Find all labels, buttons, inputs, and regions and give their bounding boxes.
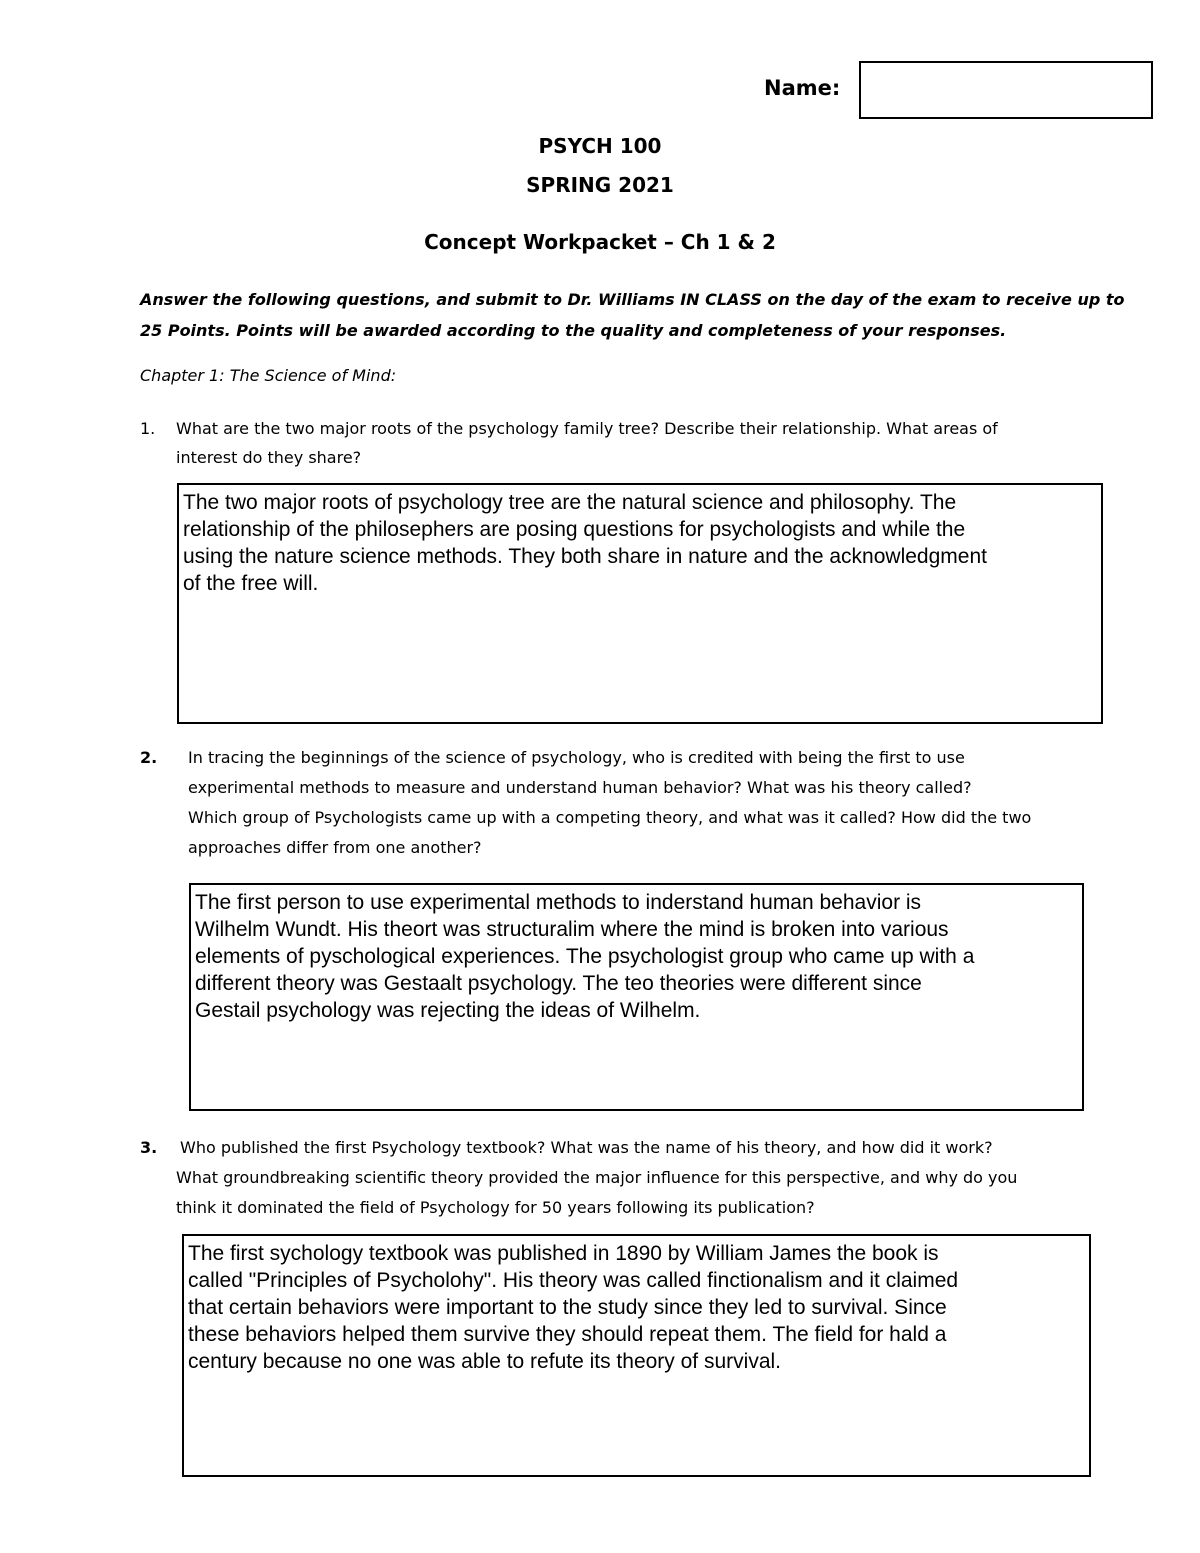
answer-3-line-3: that certain behaviors were important to the study since they led to survival. Since xyxy=(188,1296,947,1319)
answer-2-line-3: elements of pyschological experiences. The psychologist group who came up with a xyxy=(195,945,975,968)
answer-2-line-2: Wilhelm Wundt. His theort was structuralim where the mind is broken into various xyxy=(195,918,949,941)
answer-2-line-1: The first person to use experimental methods to inderstand human behavior is xyxy=(195,891,922,914)
answer-1-line-3: using the nature science methods. They both share in nature and the acknowledgment xyxy=(183,545,987,568)
question-3-line-2: What groundbreaking scientific theory provided the major influence for this perspective, and why do you xyxy=(176,1168,1018,1187)
question-1-number: 1. xyxy=(140,419,156,438)
question-3-number: 3. xyxy=(140,1138,158,1157)
answer-2-line-4: different theory was Gestaalt psychology. The teo theories were different since xyxy=(195,972,922,995)
question-2-number: 2. xyxy=(140,748,158,767)
question-2-line-4: approaches differ from one another? xyxy=(188,838,482,857)
answer-3-line-1: The first sychology textbook was published in 1890 by William James the book is xyxy=(188,1242,939,1265)
answer-2-line-5: Gestail psychology was rejecting the ideas of Wilhelm. xyxy=(195,999,701,1022)
answer-3-line-2: called "Principles of Psycholohy". His theory was called finctionalism and it claimed xyxy=(188,1269,959,1292)
answer-1-line-4: of the free will. xyxy=(183,572,319,595)
answer-box-3[interactable] xyxy=(182,1234,1091,1477)
instructions-line-1: Answer the following questions, and submit to Dr. Williams IN CLASS on the day of the exam to receive up to xyxy=(140,290,1125,309)
question-1-line-2: interest do they share? xyxy=(176,448,362,467)
answer-box-2[interactable] xyxy=(189,883,1084,1111)
name-label: Name: xyxy=(764,76,841,100)
name-input-box[interactable] xyxy=(859,61,1153,119)
document-title: Concept Workpacket – Ch 1 & 2 xyxy=(424,230,776,254)
instructions-line-2: 25 Points. Points will be awarded according to the quality and completeness of your responses. xyxy=(140,321,1007,340)
chapter-heading: Chapter 1: The Science of Mind: xyxy=(140,366,397,385)
question-2-line-2: experimental methods to measure and understand human behavior? What was his theory called? xyxy=(188,778,972,797)
course-title: PSYCH 100 xyxy=(538,134,662,158)
question-2-line-1: In tracing the beginnings of the science of psychology, who is credited with being the first to use xyxy=(188,748,965,767)
answer-1-line-1: The two major roots of psychology tree are the natural science and philosophy. The xyxy=(183,491,957,514)
question-3-line-3: think it dominated the field of Psychology for 50 years following its publication? xyxy=(176,1198,815,1217)
question-2-line-3: Which group of Psychologists came up with a competing theory, and what was it called? How did the two xyxy=(188,808,1032,827)
question-1-line-1: What are the two major roots of the psychology family tree? Describe their relationship. What areas of xyxy=(176,419,998,438)
question-3-line-1: Who published the first Psychology textbook? What was the name of his theory, and how did it work? xyxy=(180,1138,993,1157)
answer-3-line-5: century because no one was able to refute its theory of survival. xyxy=(188,1350,781,1373)
term-title: SPRING 2021 xyxy=(526,173,674,197)
answer-box-1[interactable] xyxy=(177,483,1103,724)
answer-3-line-4: these behaviors helped them survive they should repeat them. The field for hald a xyxy=(188,1323,947,1346)
answer-1-line-2: relationship of the philosephers are posing questions for psychologists and while the xyxy=(183,518,966,541)
